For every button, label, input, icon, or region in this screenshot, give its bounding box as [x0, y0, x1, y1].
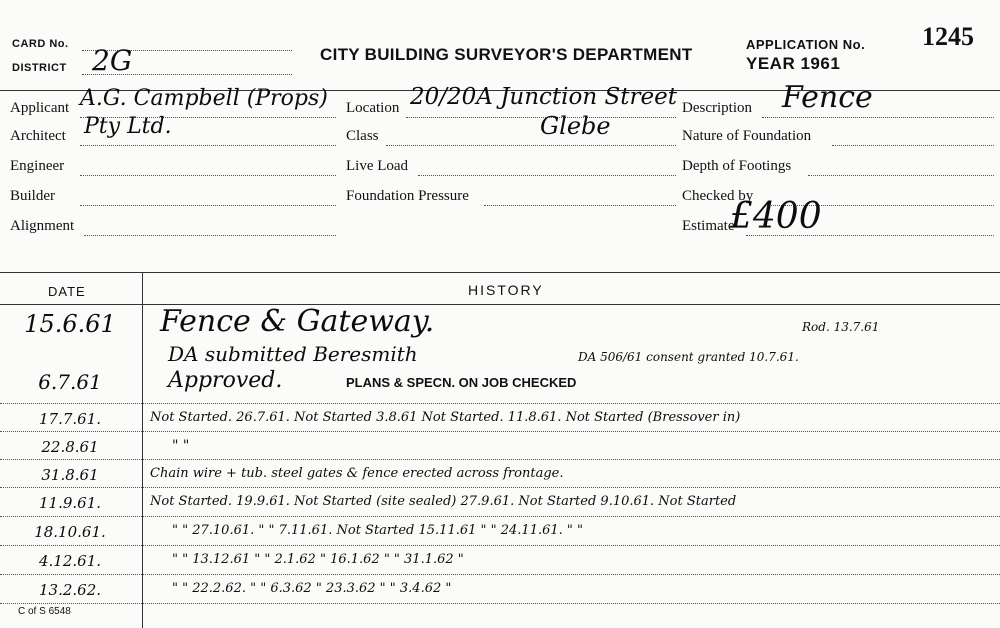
table-row-stamp: PLANS & SPECN. ON JOB CHECKED	[346, 375, 577, 390]
engineer-label: Engineer	[10, 158, 65, 174]
table-row-history: Not Started. 26.7.61. Not Started 3.8.61 Not Started. 11.8.61. Not Started (Bressover in)	[150, 410, 741, 425]
table-row-date: 4.12.61.	[38, 552, 102, 570]
table-row-date: 18.10.61.	[34, 523, 106, 541]
description-value: Fence	[782, 80, 873, 115]
district-label: DISTRICT	[12, 62, 67, 74]
row-rule	[0, 574, 1000, 575]
applicant-value: A.G. Campbell (Props)	[80, 86, 328, 111]
district-value: 2G	[92, 44, 133, 77]
table-header-rule	[0, 304, 1000, 305]
location-value: 20/20A Junction Street	[410, 84, 677, 110]
architect-line	[80, 145, 336, 146]
architect-label: Architect	[10, 128, 66, 144]
year-label: YEAR 1961	[746, 54, 841, 73]
card-no-label: CARD No.	[12, 38, 69, 50]
table-row-history: " " 27.10.61. " " 7.11.61. Not Started 15.11.61 " " 24.11.61. " "	[172, 523, 584, 538]
applicant-label: Applicant	[10, 100, 70, 116]
foundation-pressure-line	[484, 205, 676, 206]
live-load-line	[418, 175, 676, 176]
table-row-history: " " 13.12.61 " " 2.1.62 " 16.1.62 " " 31.1.62 "	[172, 552, 464, 567]
alignment-label: Alignment	[10, 218, 75, 234]
row-rule	[0, 516, 1000, 517]
table-row-history: Fence & Gateway.	[160, 304, 435, 339]
table-row-date: 13.2.62.	[38, 581, 102, 599]
engineer-line	[80, 175, 336, 176]
row-rule	[0, 603, 1000, 604]
table-row-date: 15.6.61	[24, 310, 116, 338]
nature-of-foundation-line	[832, 145, 994, 146]
table-top-rule	[0, 272, 1000, 273]
table-row-date: 22.8.61	[41, 438, 99, 456]
nature-of-foundation-label: Nature of Foundation	[682, 128, 812, 144]
row-rule	[0, 487, 1000, 488]
history-header: HISTORY	[468, 282, 544, 298]
table-row-history: Approved.	[168, 368, 283, 393]
table-row-history: DA submitted Beresmith	[168, 342, 418, 366]
architect-value: Pty Ltd.	[84, 114, 172, 139]
table-row-date: 17.7.61.	[38, 410, 102, 428]
checked-by-label: Checked by	[682, 188, 754, 204]
class-line	[386, 145, 676, 146]
builder-line	[80, 205, 336, 206]
live-load-label: Live Load	[346, 158, 409, 174]
table-row-date: 6.7.61	[38, 370, 102, 394]
table-row-note: DA 506/61 consent granted 10.7.61.	[578, 350, 799, 364]
location-label: Location	[346, 100, 400, 116]
table-row-history: " "	[172, 438, 190, 454]
date-header: DATE	[48, 284, 86, 299]
class-label: Class	[346, 128, 379, 144]
department-title: CITY BUILDING SURVEYOR'S DEPARTMENT	[320, 45, 693, 64]
table-row-history: Not Started. 19.9.61. Not Started (site sealed) 27.9.61. Not Started 9.10.61. Not Started	[150, 494, 737, 509]
estimate-label: Estimate	[682, 218, 735, 234]
depth-of-footings-label: Depth of Footings	[682, 158, 792, 174]
row-rule	[0, 431, 1000, 432]
builder-label: Builder	[10, 188, 55, 204]
row-rule	[0, 459, 1000, 460]
description-line	[762, 117, 994, 118]
foundation-pressure-label: Foundation Pressure	[346, 188, 469, 204]
table-row-history: " " 22.2.62. " " 6.3.62 " 23.3.62 " " 3.4.62 "	[172, 581, 452, 596]
table-row-history: Chain wire + tub. steel gates & fence erected across frontage.	[150, 466, 564, 481]
table-row-note: Rod. 13.7.61	[802, 320, 880, 334]
application-label: APPLICATION No.	[746, 37, 866, 52]
table-row-date: 11.9.61.	[38, 494, 102, 512]
class-value: Glebe	[540, 112, 611, 140]
form-code: C of S 6548	[18, 606, 71, 617]
description-label: Description	[682, 100, 752, 116]
application-number: 1245	[922, 22, 974, 51]
alignment-line	[84, 235, 336, 236]
row-rule	[0, 545, 1000, 546]
table-row-date: 31.8.61	[41, 466, 99, 484]
estimate-value: £400	[730, 196, 822, 237]
row-rule	[0, 403, 1000, 404]
depth-of-footings-line	[808, 175, 994, 176]
